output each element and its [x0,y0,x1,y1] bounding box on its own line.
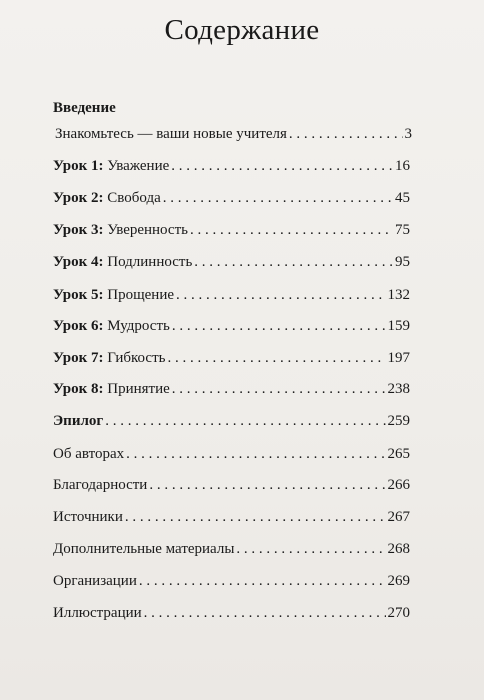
toc-entry-prefix: Урок 4: [53,254,104,270]
toc-page-number: 3 [404,126,412,142]
toc-entry-text: Гибкость [103,350,166,366]
toc-entry-organizations[interactable] [53,573,410,593]
toc-dot-leader [167,350,385,367]
toc-dot-leader [149,477,385,494]
toc-page-number: 265 [387,446,410,462]
toc-entry-label [53,222,188,239]
toc-entry-text: Организации [53,573,137,589]
toc-dot-leader [172,381,386,398]
toc-entry-acknowledgements[interactable] [53,477,410,497]
toc-dot-leader [289,126,403,143]
toc-dot-leader [172,318,386,335]
toc-entry-label [53,573,137,590]
toc-entry-label [53,254,192,271]
toc-page-number: 197 [387,350,410,366]
toc-entry-sources[interactable] [53,509,410,529]
toc-dot-leader [194,254,393,271]
toc-page-number: 45 [395,190,410,206]
toc-entry-text: Свобода [103,190,161,206]
toc-entry-lesson-2[interactable] [53,190,410,210]
toc-entry-text: Благодарности [53,477,148,493]
toc-entry-lesson-8[interactable] [53,381,410,401]
toc-entry-label [53,509,123,526]
toc-entry-label [53,541,234,558]
toc-dot-leader [236,541,385,558]
toc-entry-prefix: Урок 7: [53,350,104,366]
toc-dot-leader [126,446,385,463]
toc-page-number: 266 [387,477,410,493]
toc-entry-lesson-1[interactable] [53,158,410,178]
toc-page-number: 95 [395,254,410,270]
toc-entry-label [53,190,161,207]
toc-entry-about-authors[interactable] [53,446,410,466]
toc-page-number: 132 [387,287,410,303]
toc-entry-label [55,126,287,143]
toc-entry-label [53,477,147,494]
toc-entry-label [53,446,124,463]
introduction-heading: Введение [53,100,116,116]
toc-dot-leader [105,413,385,430]
toc-page-number: 269 [387,573,410,589]
toc-dot-leader [144,605,386,622]
toc-entry-additional-materials[interactable] [53,541,410,561]
toc-page-number: 259 [387,413,410,429]
page-title: Содержание [164,14,320,46]
toc-entry-prefix: Эпилог [53,413,104,429]
toc-dot-leader [163,190,393,207]
toc-entry-text: Об авторах [53,446,125,462]
toc-page-number: 75 [395,222,410,238]
toc-entry-prefix: Урок 8: [53,381,104,397]
toc-entry-label [53,158,169,175]
toc-entry-label [53,350,165,367]
toc-entry-lesson-7[interactable] [53,350,410,370]
toc-page-number: 267 [387,509,410,525]
toc-entry-text: Уважение [103,158,170,174]
toc-entry-text: Источники [53,509,123,525]
toc-entry-lesson-4[interactable] [53,254,410,274]
toc-page-number: 268 [387,541,410,557]
toc-entry-label [53,287,174,304]
toc-entry-text: Прощение [103,287,175,303]
toc-entry-label [53,318,170,335]
toc-dot-leader [139,573,386,590]
toc-entry-text: Мудрость [103,318,170,334]
toc-entry-label [53,381,170,398]
toc-entry-illustrations[interactable] [53,605,410,625]
toc-entry-prefix: Урок 2: [53,190,104,206]
toc-entry-prefix: Урок 5: [53,287,104,303]
toc-entry-text: Подлинность [103,254,193,270]
toc-entry-lesson-6[interactable] [53,318,410,338]
toc-entry-text: Знакомьтесь — ваши новые учителя [55,126,287,142]
toc-entry-prefix: Урок 6: [53,318,104,334]
toc-dot-leader [190,222,393,239]
toc-entry-lesson-3[interactable] [53,222,410,242]
toc-entry-text: Уверенность [103,222,188,238]
toc-page-number: 270 [387,605,410,621]
toc-dot-leader [171,158,393,175]
toc-entry-prefix: Урок 3: [53,222,104,238]
toc-page-number: 238 [387,381,410,397]
toc-dot-leader [125,509,386,526]
toc-entry-lesson-5[interactable] [53,287,410,307]
toc-entry-text: Иллюстрации [53,605,142,621]
toc-entry-introduction[interactable] [55,126,412,146]
toc-page-number: 159 [387,318,410,334]
toc-entry-text: Принятие [103,381,170,397]
toc-entry-text: Дополнительные материалы [53,541,235,557]
toc-entry-label [53,605,142,622]
toc-entry-label [53,413,103,430]
toc-entry-epilogue[interactable] [53,413,410,433]
toc-entry-prefix: Урок 1: [53,158,104,174]
toc-page-number: 16 [395,158,410,174]
toc-dot-leader [176,287,385,304]
